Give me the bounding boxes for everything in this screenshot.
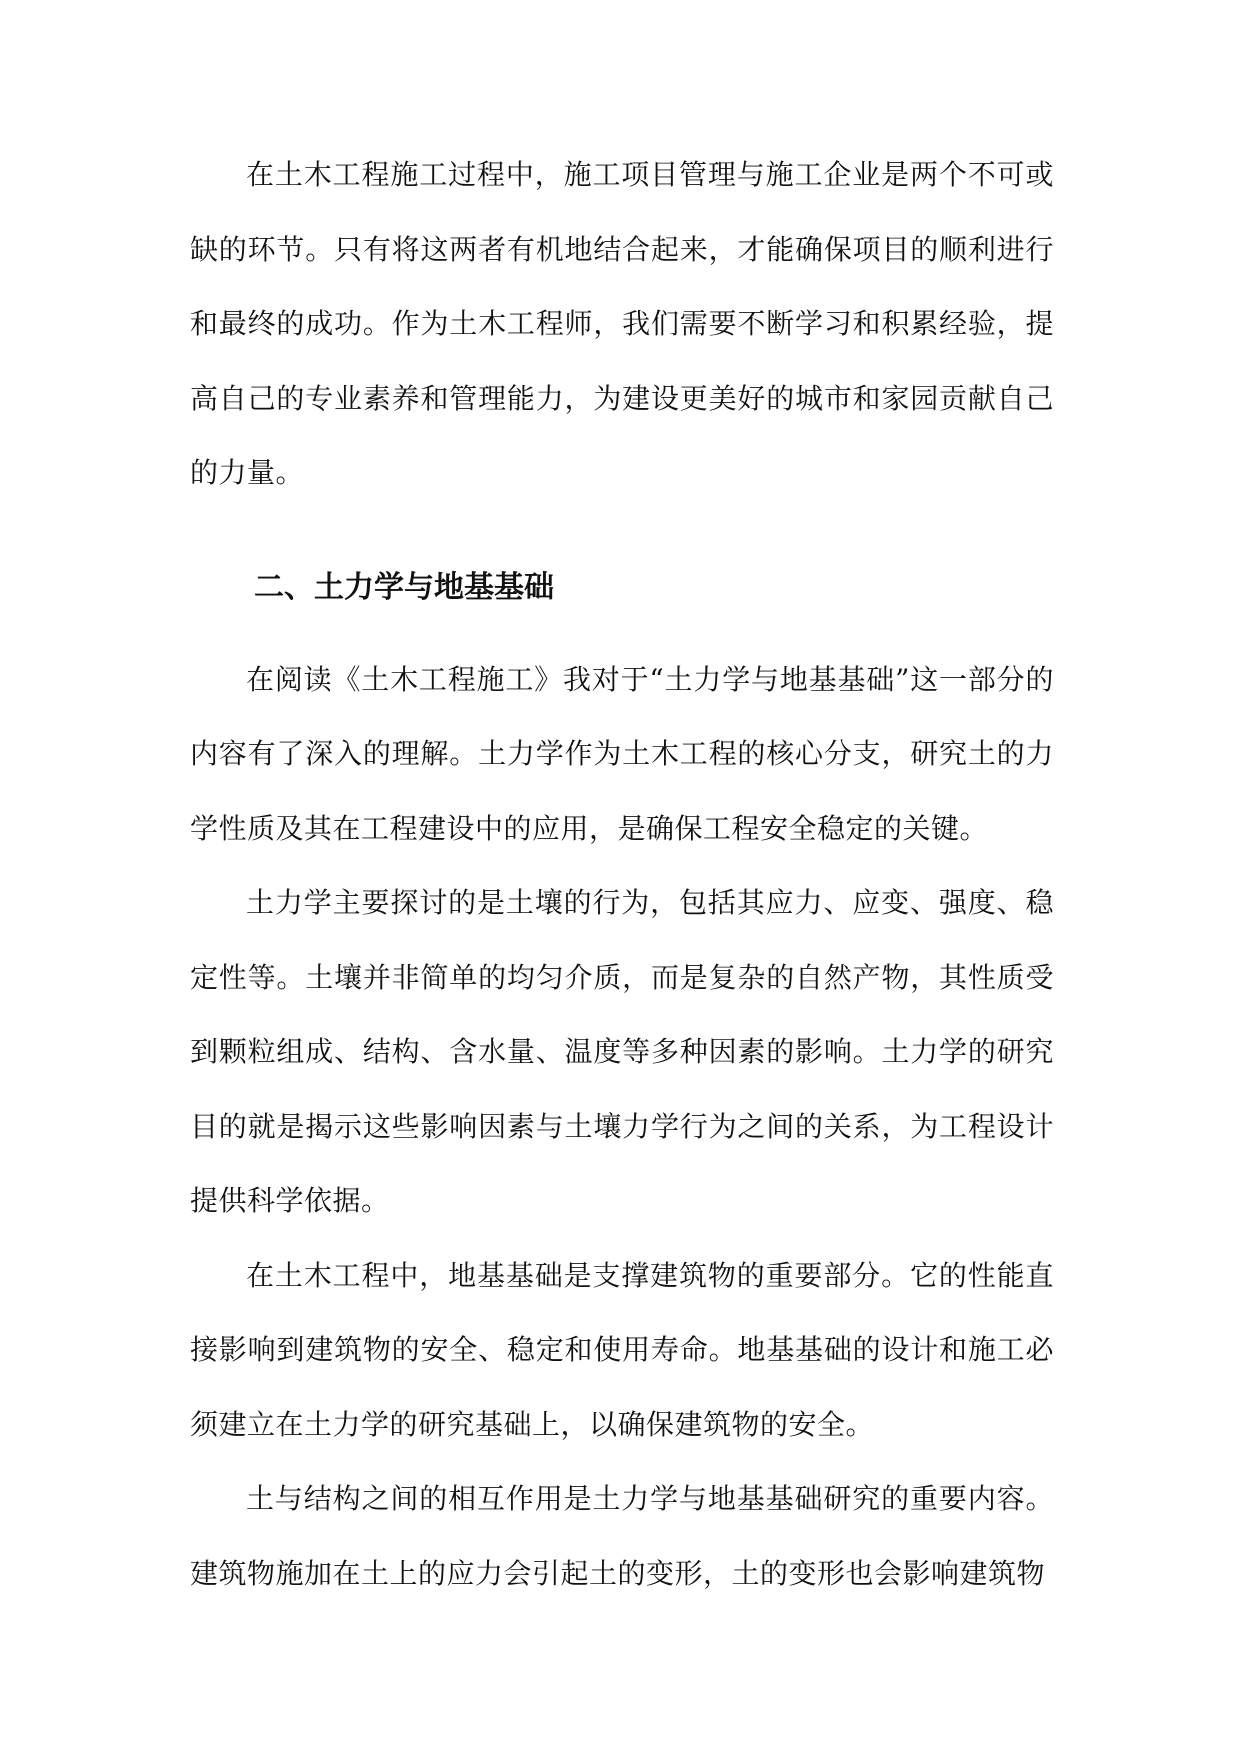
paragraph-project-management: 在土木工程施工过程中，施工项目管理与施工企业是两个不可或缺的环节。只有将这两者有机地结合起来，才能确保项目的顺利进行和最终的成功。作为土木工程师，我们需要不断学习和积累经验，提高自己的专业素养和管理能力，为建设更美好的城市和家园贡献自己的力量。 (190, 158, 1054, 489)
paragraph-reading-intro: 在阅读《土木工程施工》我对于“土力学与地基基础”这一部分的内容有了深入的理解。土力学作为土木工程的核心分支，研究土的力学性质及其在工程建设中的应用，是确保工程安全稳定的关键。 (190, 662, 1054, 845)
document-page (190, 138, 1054, 1611)
section-heading: 二、土力学与地基基础 (254, 569, 554, 605)
paragraph-foundation: 在土木工程中，地基基础是支撑建筑物的重要部分。它的性能直接影响到建筑物的安全、稳定和使用寿命。地基基础的设计和施工必须建立在土力学的研究基础上，以确保建筑物的安全。 (190, 1258, 1054, 1441)
paragraph-soil-mechanics: 土力学主要探讨的是土壤的行为，包括其应力、应变、强度、稳定性等。土壤并非简单的均匀介质，而是复杂的自然产物，其性质受到颗粒组成、结构、含水量、温度等多种因素的影响。土力学的研究目的就是揭示这些影响因素与土壤力学行为之间的关系，为工程设计提供科学依据。 (190, 886, 1054, 1217)
paragraph-soil-structure-interaction: 土与结构之间的相互作用是土力学与地基基础研究的重要内容。建筑物施加在土上的应力会引起土的变形，土的变形也会影响建筑物 (190, 1482, 1054, 1590)
